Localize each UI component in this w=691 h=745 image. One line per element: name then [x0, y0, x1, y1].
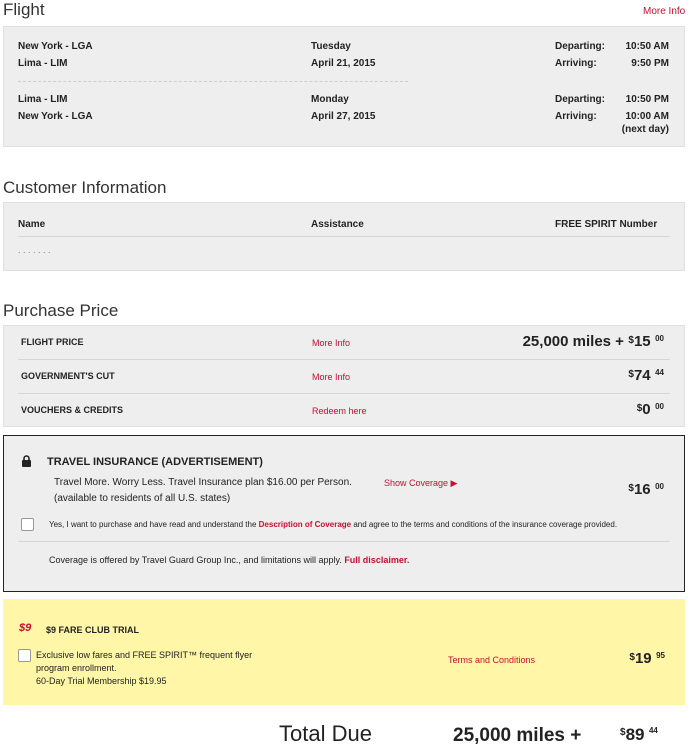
flight-panel [3, 26, 685, 147]
insurance-price [628, 481, 664, 499]
insurance-title: TRAVEL INSURANCE (ADVERTISEMENT) [47, 456, 263, 468]
terms-and-conditions-link[interactable]: Terms and Conditions [448, 655, 536, 665]
government-cut-value [628, 367, 664, 385]
government-cut-label: GOVERNMENT'S CUT [21, 371, 115, 381]
show-coverage-link[interactable]: Show Coverage ▶ [384, 478, 458, 488]
outbound-from: New York - LGA [18, 41, 93, 52]
insurance-panel [3, 435, 685, 592]
coverage-text: Coverage is offered by Travel Guard Group Inc., and limitations will apply. [49, 555, 345, 565]
insurance-coverage-text [49, 555, 409, 565]
insurance-currency: $ [628, 483, 634, 494]
outbound-departing-label: Departing: [555, 41, 605, 52]
fare-club-panel [3, 599, 685, 705]
total-dollars: 89 [625, 725, 645, 744]
flight-price-value [523, 333, 664, 351]
flight-price-dollars: 15 [633, 333, 651, 350]
purchase-heading: Purchase Price [3, 301, 119, 320]
return-to: New York - LGA [18, 111, 93, 122]
customer-row-name: . . . . . . . [18, 245, 51, 255]
lock-icon [21, 455, 32, 467]
return-arriving-time: 10:00 AM [625, 111, 669, 122]
outbound-arriving-time: 9:50 PM [631, 58, 669, 69]
government-cut-more-info-link[interactable]: More Info [312, 372, 351, 382]
return-arriving-label: Arriving: [555, 111, 597, 122]
customer-col-free-spirit: FREE SPIRIT Number [555, 219, 658, 230]
customer-panel [3, 202, 685, 271]
insurance-dollars: 16 [633, 481, 651, 498]
total-due-label: Total Due [279, 721, 372, 745]
flight-price-cents: 00 [655, 334, 664, 343]
vouchers-credits-dollars: 0 [642, 401, 651, 418]
government-cut-dollars: 74 [633, 367, 651, 384]
insurance-divider [18, 541, 670, 542]
purchase-divider-2 [18, 393, 670, 394]
flight-price-miles: 25,000 miles + [522, 333, 624, 350]
redeem-here-link[interactable]: Redeem here [312, 406, 367, 416]
vouchers-credits-cents: 00 [655, 402, 664, 411]
outbound-day: Tuesday [311, 41, 351, 52]
vouchers-credits-currency: $ [636, 403, 643, 414]
flight-price-more-info-link[interactable]: More Info [312, 338, 351, 348]
flight-price-label: FLIGHT PRICE [21, 337, 84, 347]
total-price [620, 725, 658, 745]
full-disclaimer-link[interactable]: Full disclaimer. [344, 555, 410, 565]
return-from: Lima - LIM [18, 94, 68, 105]
customer-heading: Customer Information [3, 178, 167, 197]
purchase-divider-1 [18, 359, 670, 360]
flight-heading: Flight [3, 0, 45, 19]
government-cut-cents: 44 [655, 368, 664, 377]
insurance-agree-pre: Yes, I want to purchase and have read and understand the [49, 520, 259, 529]
outbound-to: Lima - LIM [18, 58, 68, 69]
flight-more-info-link[interactable]: More Info [643, 6, 686, 17]
insurance-agree-text [49, 520, 617, 529]
customer-col-assistance: Assistance [311, 219, 364, 230]
insurance-agree-post: and agree to the terms and conditions of the insurance coverage provided. [351, 520, 618, 529]
insurance-desc-line1: Travel More. Worry Less. Travel Insurance plan $16.00 per Person. [54, 477, 352, 488]
return-departing-time: 10:50 PM [625, 94, 669, 105]
purchase-panel [3, 325, 685, 427]
flight-price-currency: $ [628, 335, 634, 346]
description-of-coverage-link[interactable]: Description of Coverage [258, 520, 352, 529]
outbound-arriving-label: Arriving: [555, 58, 597, 69]
total-miles: 25,000 miles + [453, 725, 582, 745]
return-date: April 27, 2015 [311, 111, 376, 122]
total-currency: $ [620, 727, 626, 738]
customer-divider [18, 236, 670, 237]
fare-club-desc-line3: 60-Day Trial Membership $19.95 [36, 676, 167, 686]
fare-club-desc-line2: program enrollment. [36, 663, 117, 673]
government-cut-currency: $ [628, 369, 634, 380]
fare-club-price [629, 650, 665, 668]
outbound-departing-time: 10:50 AM [625, 41, 669, 52]
customer-col-name: Name [18, 219, 46, 230]
fare-club-logo: $9 [19, 622, 32, 634]
vouchers-credits-label: VOUCHERS & CREDITS [21, 405, 124, 415]
insurance-cents: 00 [655, 482, 664, 491]
return-departing-label: Departing: [555, 94, 605, 105]
flight-divider [18, 81, 408, 82]
return-next-day-note: (next day) [621, 124, 669, 135]
fare-club-currency: $ [629, 652, 635, 663]
fare-club-cents: 95 [656, 651, 665, 660]
outbound-date: April 21, 2015 [311, 58, 376, 69]
fare-club-title: $9 FARE CLUB TRIAL [46, 625, 140, 635]
fare-club-dollars: 19 [634, 650, 652, 667]
insurance-desc-line2: (available to residents of all U.S. states) [54, 493, 231, 504]
fare-club-checkbox[interactable] [18, 649, 31, 662]
total-cents: 44 [648, 726, 658, 735]
fare-club-desc-line1: Exclusive low fares and FREE SPIRIT™ frequent flyer [36, 650, 253, 660]
vouchers-credits-value [637, 401, 664, 419]
return-day: Monday [311, 94, 349, 105]
insurance-checkbox[interactable] [21, 518, 34, 531]
